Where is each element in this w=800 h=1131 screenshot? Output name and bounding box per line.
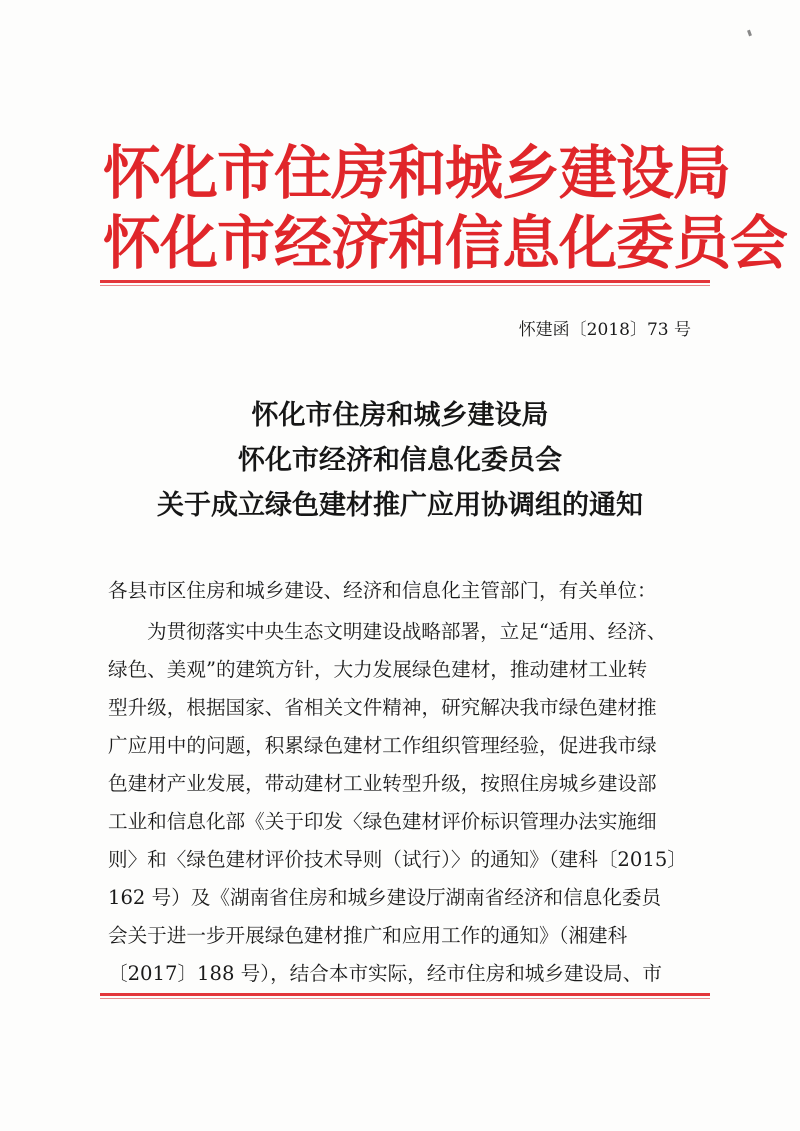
header-red-rule-thin — [100, 285, 710, 286]
title-line-2: 怀化市经济和信息化委员会 — [238, 445, 562, 476]
body-line: 则〉和〈绿色建材评价技术导则（试行）〉的通知》（建科〔2015〕 — [108, 848, 687, 871]
header-org-line-2: 怀化市经济和信息化委员会 — [103, 209, 788, 277]
body-line: 色建材产业发展，带动建材工业转型升级，按照住房城乡建设部 — [108, 772, 657, 795]
body-line: 工业和信息化部《关于印发〈绿色建材评价标识管理办法实施细 — [108, 810, 657, 833]
body-line: 为贯彻落实中央生态文明建设战略部署，立足“适用、经济、 — [147, 620, 667, 643]
body-line: 162 号）及《湖南省住房和城乡建设厅湖南省经济和信息化委员 — [108, 886, 662, 909]
header-org-line-1: 怀化市住房和城乡建设局 — [103, 139, 731, 207]
body-line: 型升级，根据国家、省相关文件精神，研究解决我市绿色建材推 — [108, 696, 657, 719]
document-number: 怀建函〔2018〕73 号 — [518, 320, 691, 340]
body-line: 绿色、美观”的建筑方针，大力发展绿色建材，推动建材工业转 — [108, 658, 648, 681]
footer-red-rule-thin — [100, 998, 710, 999]
scan-speck — [747, 30, 752, 37]
body-line: 〔2017〕188 号），结合本市实际，经市住房和城乡建设局、市 — [108, 962, 662, 985]
footer-red-rule — [100, 993, 710, 996]
body-line: 广应用中的问题，积累绿色建材工作组织管理经验，促进我市绿 — [108, 734, 657, 757]
title-line-3: 关于成立绿色建材推广应用协调组的通知 — [157, 490, 643, 521]
header-red-rule — [100, 280, 710, 283]
body-line: 会关于进一步开展绿色建材推广和应用工作的通知》（湘建科 — [108, 924, 628, 947]
salutation: 各县市区住房和城乡建设、经济和信息化主管部门，有关单位： — [108, 579, 657, 602]
title-line-1: 怀化市住房和城乡建设局 — [251, 400, 549, 431]
